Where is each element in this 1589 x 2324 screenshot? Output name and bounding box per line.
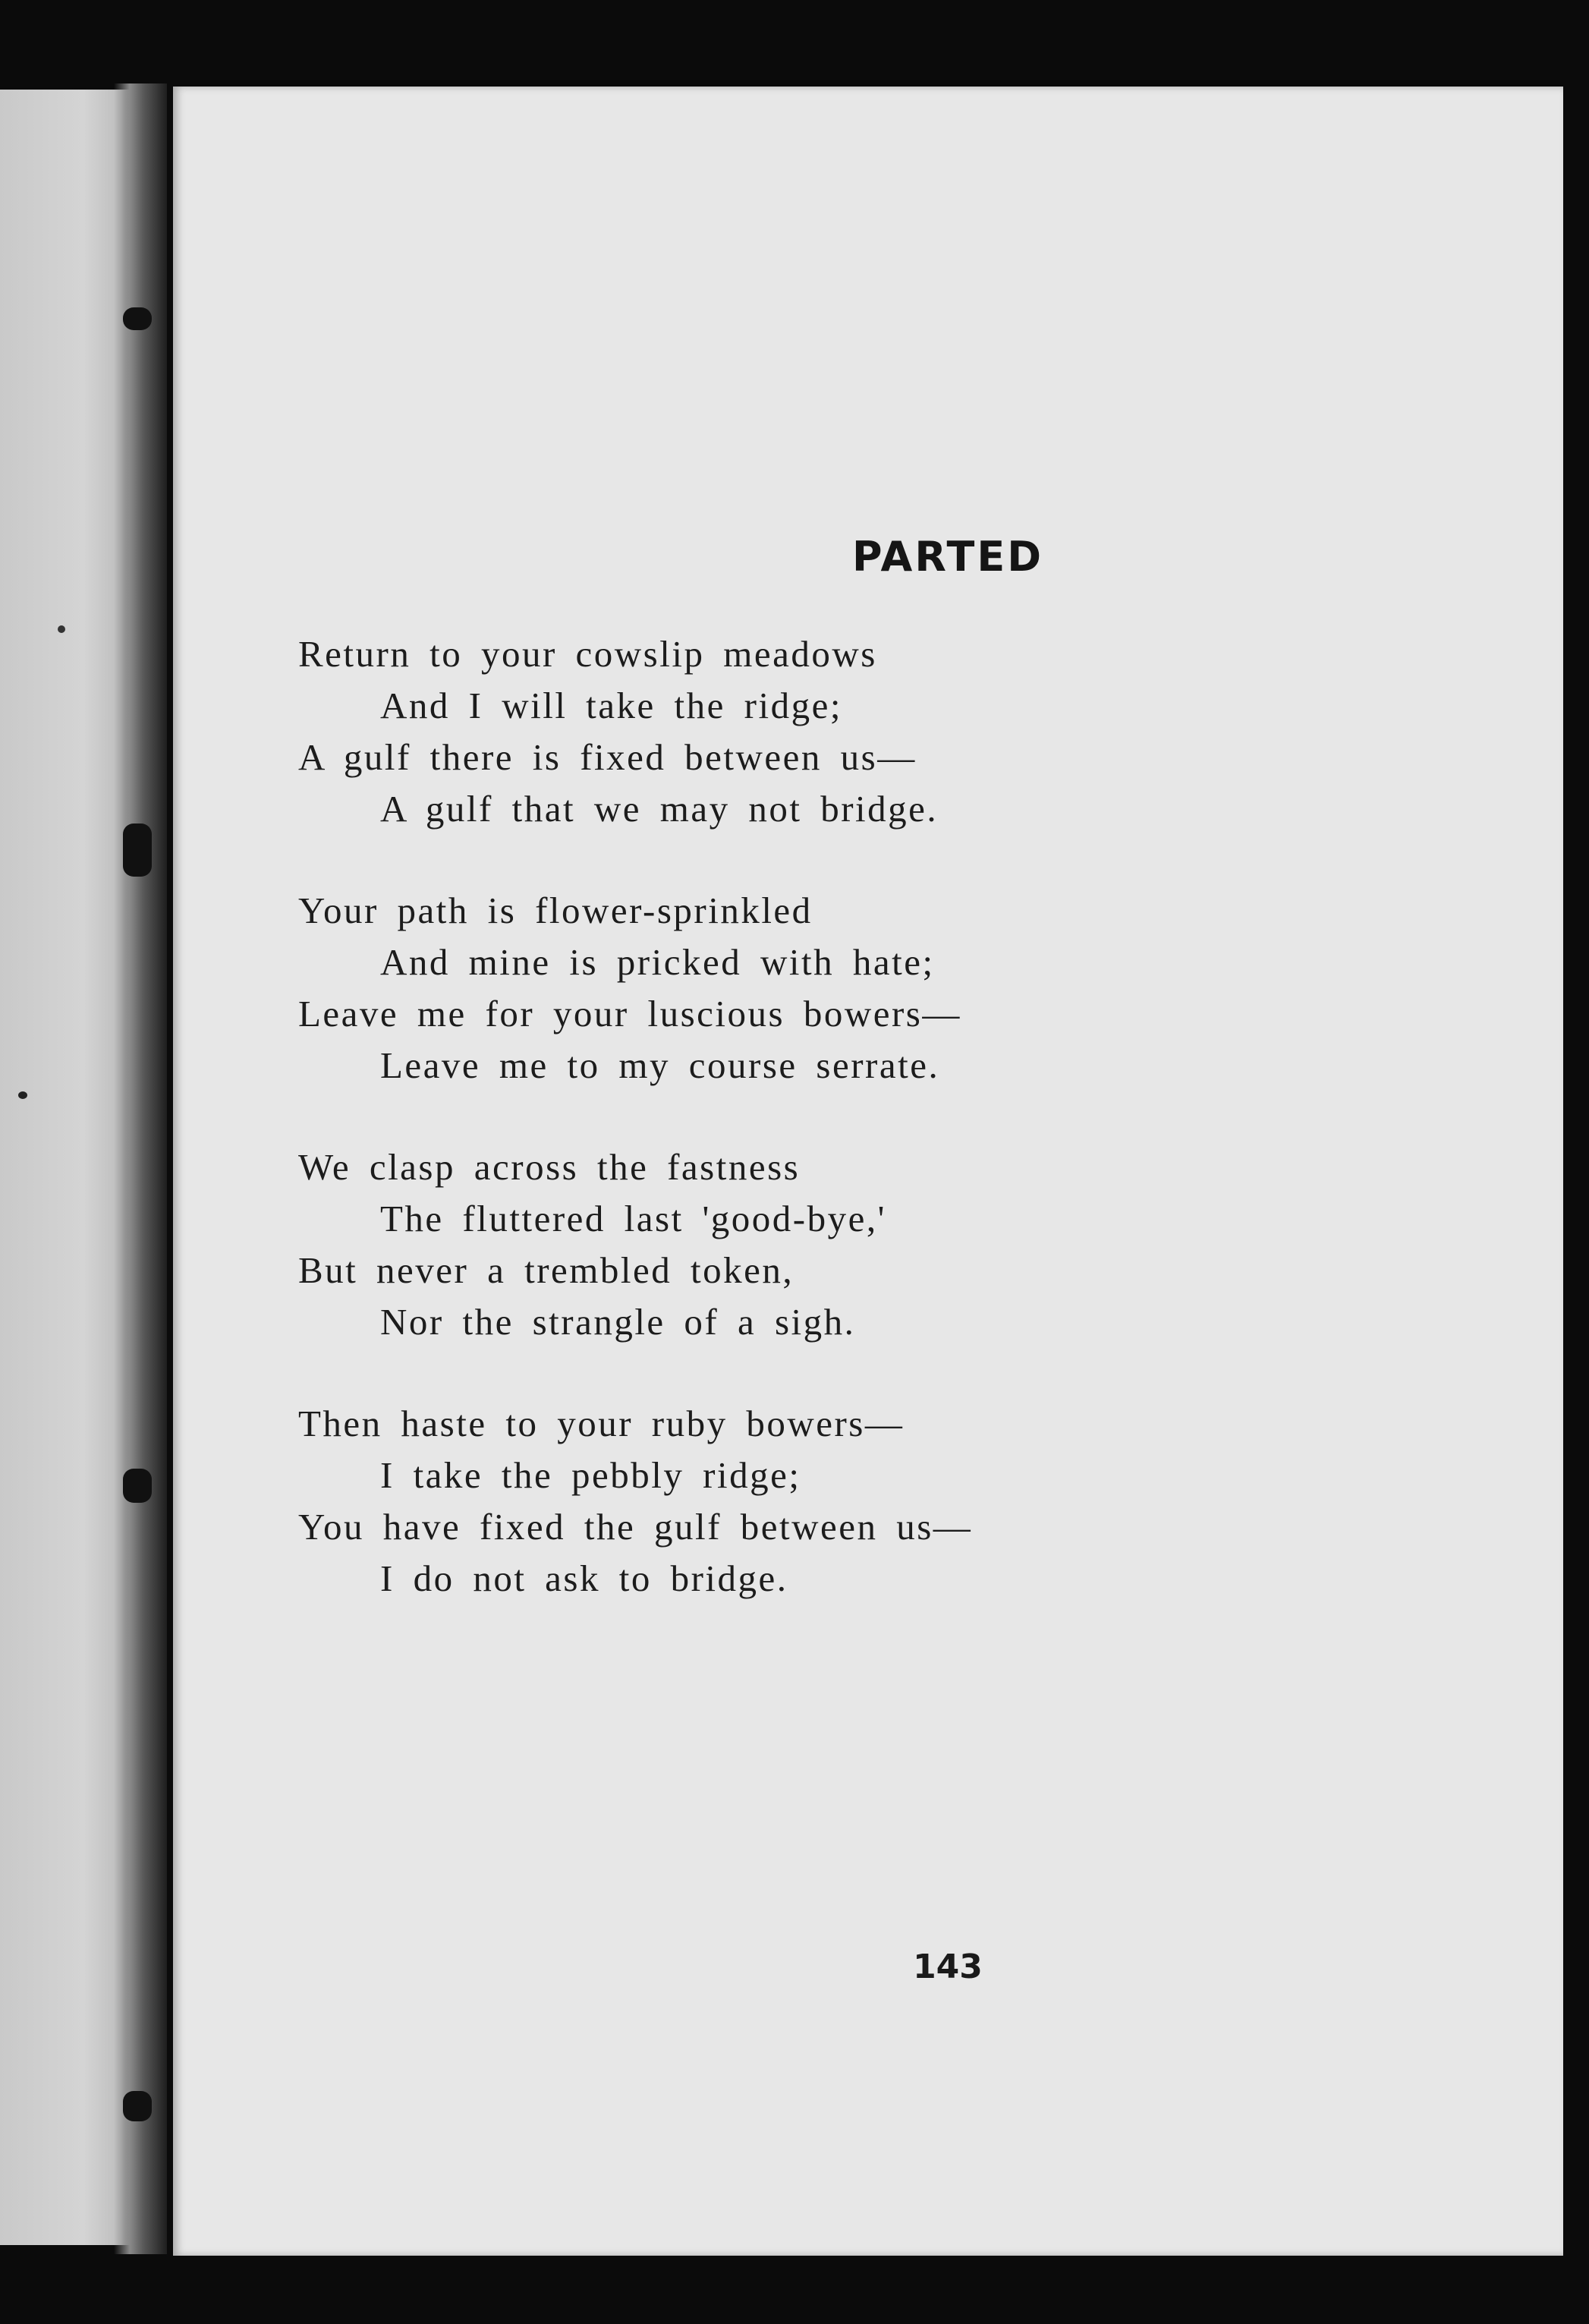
poem-line: And mine is pricked with hate; bbox=[380, 941, 935, 983]
poem-line: But never a trembled token, bbox=[298, 1249, 794, 1291]
poem-line: Leave me for your luscious bowers— bbox=[298, 993, 961, 1034]
poem-line: A gulf there is fixed between us— bbox=[298, 736, 917, 778]
binding-stitch bbox=[123, 2091, 152, 2121]
poem-line: I take the pebbly ridge; bbox=[380, 1454, 801, 1496]
poem-line: We clasp across the fastness bbox=[298, 1146, 801, 1188]
poem-body bbox=[298, 628, 972, 1655]
poem-line: Leave me to my course serrate. bbox=[380, 1044, 940, 1086]
poem-line: Return to your cowslip meadows bbox=[298, 633, 877, 675]
poem-line: And I will take the ridge; bbox=[380, 685, 842, 726]
stanza bbox=[298, 1142, 972, 1348]
binding-stitch bbox=[123, 823, 152, 877]
poem-line: A gulf that we may not bridge. bbox=[380, 788, 939, 830]
poem-title: PARTED bbox=[851, 533, 1044, 581]
stanza bbox=[298, 628, 972, 835]
page-number: 143 bbox=[913, 1948, 983, 1986]
stanza bbox=[298, 885, 972, 1091]
binding-stitch bbox=[123, 307, 152, 330]
poem-line: You have fixed the gulf between us— bbox=[298, 1506, 973, 1548]
book-page bbox=[173, 87, 1563, 2256]
poem-line: The fluttered last 'good-bye,' bbox=[380, 1198, 886, 1239]
poem-line: Your path is flower-sprinkled bbox=[298, 890, 813, 931]
poem-line: Nor the strangle of a sigh. bbox=[380, 1301, 856, 1343]
binding-stitch bbox=[123, 1469, 152, 1503]
poem-line: I do not ask to bridge. bbox=[380, 1557, 788, 1599]
dust-speck bbox=[58, 625, 65, 633]
dust-speck bbox=[18, 1091, 27, 1099]
stanza bbox=[298, 1398, 972, 1604]
book-binding bbox=[114, 83, 167, 2254]
poem-line: Then haste to your ruby bowers— bbox=[298, 1403, 905, 1444]
